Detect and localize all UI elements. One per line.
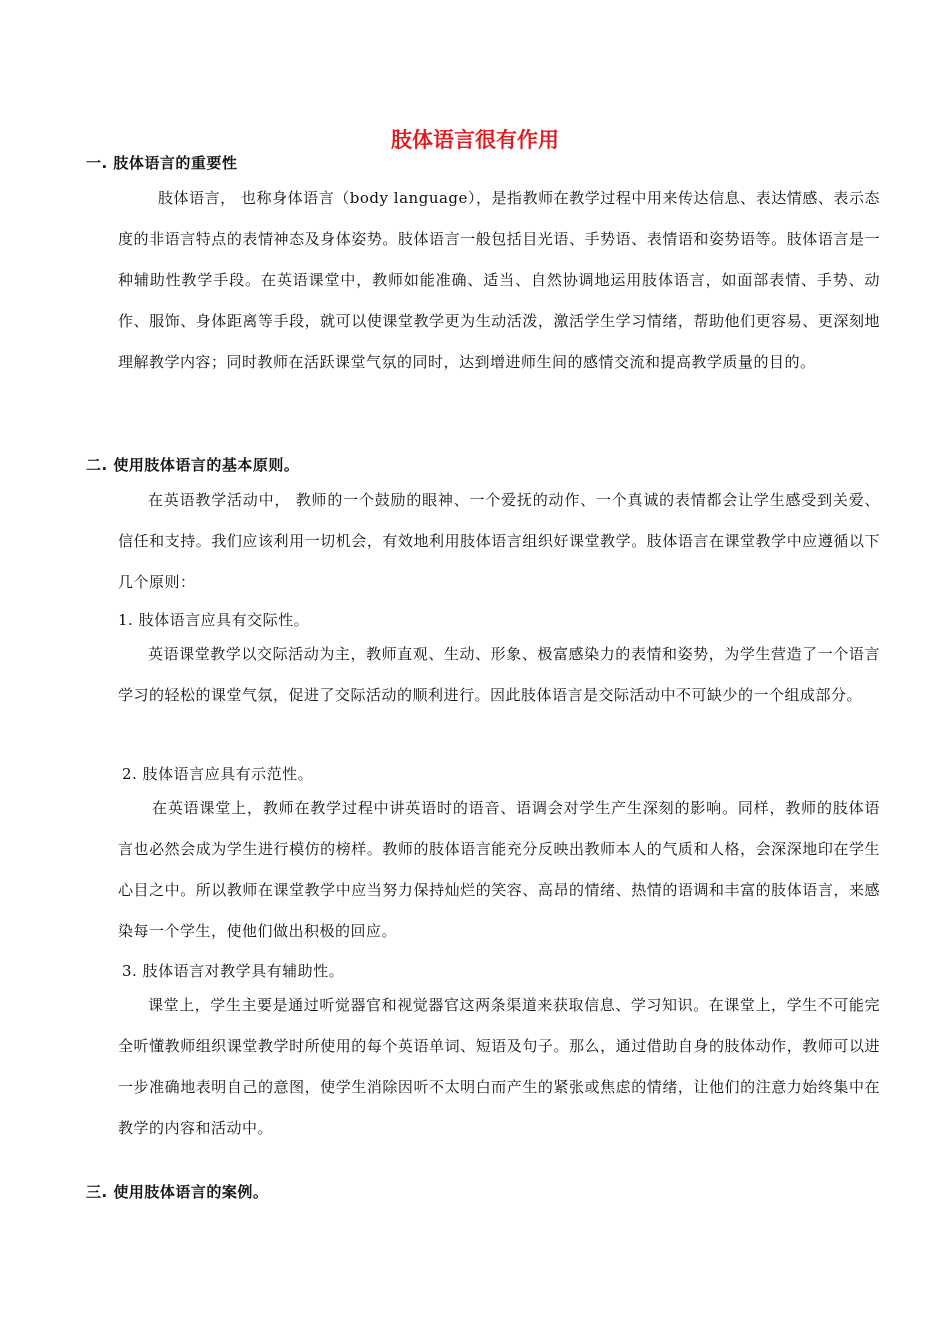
principle-2-text: 在英语课堂上，教师在教学过程中讲英语时的语音、语调会对学生产生深刻的影响。同样，教师的肢体语言也必然会成为学生进行模仿的榜样。教师的肢体语言能充分反映出教师本人的气质和人格，会深深地印在学生心目之中。所以教师在课堂教学中应当努力保持灿烂的笑容、高昂的情绪、热情的语调和丰富的肢体语言，来感染每一个学生，使他们做出积极的回应。	[118, 799, 880, 940]
section-3-heading: 三. 使用肢体语言的案例。	[86, 1183, 269, 1201]
section-1-heading: 一. 肢体语言的重要性	[86, 154, 238, 172]
principle-3-text: 课堂上，学生主要是通过听觉器官和视觉器官这两条渠道来获取信息、学习知识。在课堂上，学生不可能完全听懂教师组织课堂教学时所使用的每个英语单词、短语及句子。那么，通过借助自身的肢体动作，教师可以进一步准确地表明自己的意图，使学生消除因听不太明白而产生的紧张或焦虑的情绪，让他们的注意力始终集中在教学的内容和活动中。	[118, 996, 880, 1137]
principle-1-text: 英语课堂教学以交际活动为主，教师直观、生动、形象、极富感染力的表情和姿势，为学生营造了一个语言学习的轻松的课堂气氛，促进了交际活动的顺利进行。因此肢体语言是交际活动中不可缺少的一个组成部分。	[118, 645, 880, 704]
section-2-paragraph: 在英语教学活动中， 教师的一个鼓励的眼神、一个爱抚的动作、一个真诚的表情都会让学生感受到关爱、信任和支持。我们应该利用一切机会，有效地利用肢体语言组织好课堂教学。肢体语言在课堂教学中应遵循以下几个原则：	[118, 491, 880, 591]
principle-3-label: 3. 肢体语言对教学具有辅助性。	[122, 962, 345, 980]
section-2-heading: 二. 使用肢体语言的基本原则。	[86, 456, 300, 474]
document-title: 肢体语言很有作用	[391, 128, 559, 152]
principle-2-label: 2. 肢体语言应具有示范性。	[122, 765, 314, 783]
principle-1-label: 1. 肢体语言应具有交际性。	[118, 611, 310, 629]
section-1-paragraph: 肢体语言， 也称身体语言（body language），是指教师在教学过程中用来传达信息、表达情感、表示态度的非语言特点的表情神态及身体姿势。肢体语言一般包括目光语、手势语、表情语和姿势语等。肢体语言是一种辅助性教学手段。在英语课堂中，教师如能准确、适当、自然协调地运用肢体语言，如面部表情、手势、动作、服饰、身体距离等手段，就可以使课堂教学更为生动活泼，激活学生学习情绪，帮助他们更容易、更深刻地理解教学内容；同时教师在活跃课堂气氛的同时，达到增进师生间的感情交流和提高教学质量的目的。	[118, 189, 880, 371]
